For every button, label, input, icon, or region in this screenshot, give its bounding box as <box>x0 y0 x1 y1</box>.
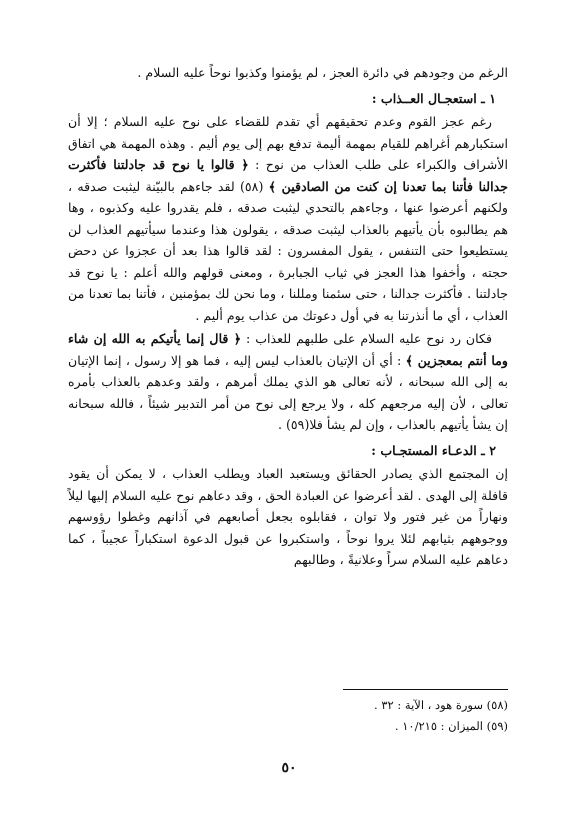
paragraph-1 <box>68 111 508 326</box>
footnote-divider <box>343 689 508 690</box>
paragraph-2 <box>68 328 508 436</box>
paragraph-1-text-b: (٥٨) لقد جاءهم بالبيّنة ليثبت صدقه ، ولكنهم أعرضوا عنها ، وجاءهم بالتحدي ليثبت صدقه ، فلم يقدروا عليه وكذبوه ، وها هم يطالبوه بأن يأتيهم بالعذاب ليثبت صدقه ، يقولون هذا وعندما سيأتيهم العذاب لن يستطيعوا حتى التنفس ، يقول المفسرون : لقد قالوا هذا بعد أن عجزوا عن دحض حجته ، وأخفوا هذا العجز في ثياب الجبابرة ، ومعنى قولهم والله أعلم : يا نوح قد جادلتنا . فأكثرت جدالنا ، حتى سئمنا ومللنا ، وما نحن لك بمؤمنين ، فأتنا بما تعدنا من العذاب ، أي ما أنذرتنا به في أول دعوتك من عذاب يوم أليم . <box>68 178 508 323</box>
footnote-58: (٥٨) سورة هود ، الآية : ٣٢ . <box>374 698 508 712</box>
section-heading-2: ٢ ـ الدعـاء المستجـاب : <box>371 442 496 458</box>
paragraph-continuation: الرغم من وجودهم في دائرة العجز ، لم يؤمنوا وكذبوا نوحاً عليه السلام . <box>137 65 508 80</box>
quran-quote-2: ﴿ قال إنما يأتيكم به الله إن شاء وما أنتم بمعجزين ﴾ <box>68 331 508 368</box>
paragraph-2-text-b: : أي أن الإتيان بالعذاب ليس إليه ، فما هو إلا رسول ، إنما الإتيان به إلى الله سبحانه ، لأنه تعالى هو الذي يملك أمرهم ، ولقد وعدهم بالعذاب بأمره تعالى ، لأن إليه مرجعهم كله ، ولا يرجع إلى نوح من أمر التدبير شيئاً ، فالله سبحانه إن يشأ يأتيهم بالعذاب ، وإن لم يشأ فلا(٥٩) . <box>68 352 508 432</box>
paragraph-1-text-a: رغم عجز القوم وعدم تحقيقهم أي تقدم للقضاء على نوح عليه السلام ؛ إلا أن استكبارهم أغراهم للقيام بمهمة أليمة تدفع بهم إلى يوم أليم . وهذه المهمة هي اتفاق الأشراف والكبراء على طلب العذاب من نوح : <box>68 114 508 172</box>
main-text <box>68 62 508 571</box>
page-number: ٥٠ <box>281 760 297 776</box>
paragraph-2-text-a: فكان رد نوح عليه السلام على طلبهم للعذاب : <box>246 331 492 346</box>
paragraph-3: إن المجتمع الذي يصادر الحقائق ويستعبد العباد ويطلب العذاب ، لا يمكن أن يقود قافلة إلى الهدى . لقد أعرضوا عن العبادة الحق ، وقد دعاهم نوح عليه السلام إليها ليلاً ونهاراً من غير فتور ولا توان ، فقابلوه بجعل أصابعهم في آذانهم وغطوا رؤوسهم ووجوههم بثيابهم لئلا يروا نوحاً ، واستكبروا عن قبول الدعوة استكباراً عجيباً ، كما دعاهم عليه السلام سراً وعلانيةً ، وطالبهم <box>68 466 508 567</box>
footnotes <box>68 695 508 737</box>
section-heading-1: ١ ـ استعجـال العــذاب : <box>371 90 496 106</box>
footnote-59: (٥٩) الميزان : ١٠/٢١٥ . <box>394 719 508 733</box>
quran-quote-1: ﴿ قالوا يا نوح قد جادلتنا فأكثرت جدالنا فأتنا بما تعدنا إن كنت من الصادقين ﴾ <box>68 157 508 194</box>
